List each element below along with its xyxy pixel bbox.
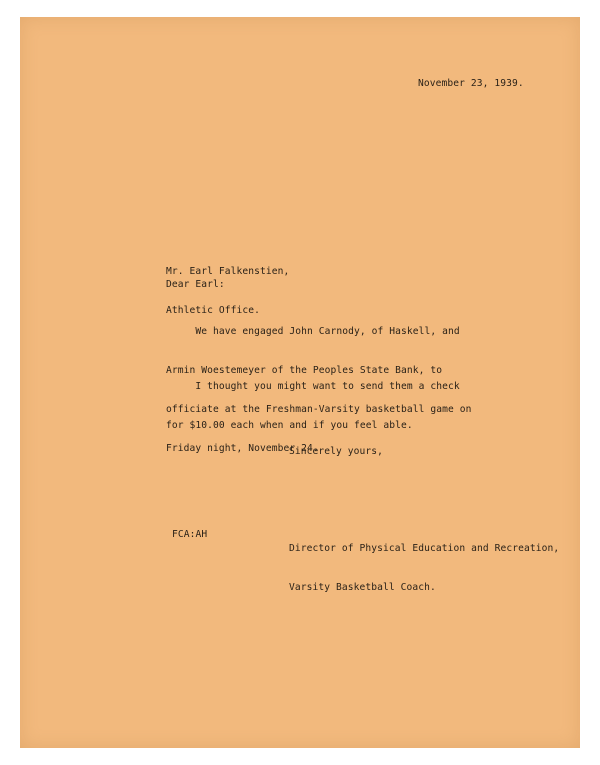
signature-title: Director of Physical Education and Recreation, [289,543,560,554]
signature-title: Varsity Basketball Coach. [289,582,436,593]
body-line: Armin Woestemeyer of the Peoples State Bank, to [166,365,443,376]
body-line: Friday night, November 24. [166,443,319,454]
body-line: for $10.00 each when and if you feel able. [166,420,413,431]
body-line: We have engaged John Carnody, of Haskell, and [166,326,460,337]
reference-initials: FCA:AH [172,529,208,540]
letter-sheet [20,17,580,748]
complimentary-closing: Sincerely yours, [289,446,384,457]
body-paragraph-2 [166,354,460,458]
salutation: Dear Earl: [166,279,225,290]
recipient-name: Mr. Earl Falkenstien, [166,266,290,277]
letter-date: November 23, 1939. [418,78,524,89]
recipient-office: Athletic Office. [166,305,261,316]
body-line: I thought you might want to send them a check [166,381,460,392]
signature-block [289,516,559,620]
body-line: officiate at the Freshman-Varsity basketball game on [166,404,472,415]
